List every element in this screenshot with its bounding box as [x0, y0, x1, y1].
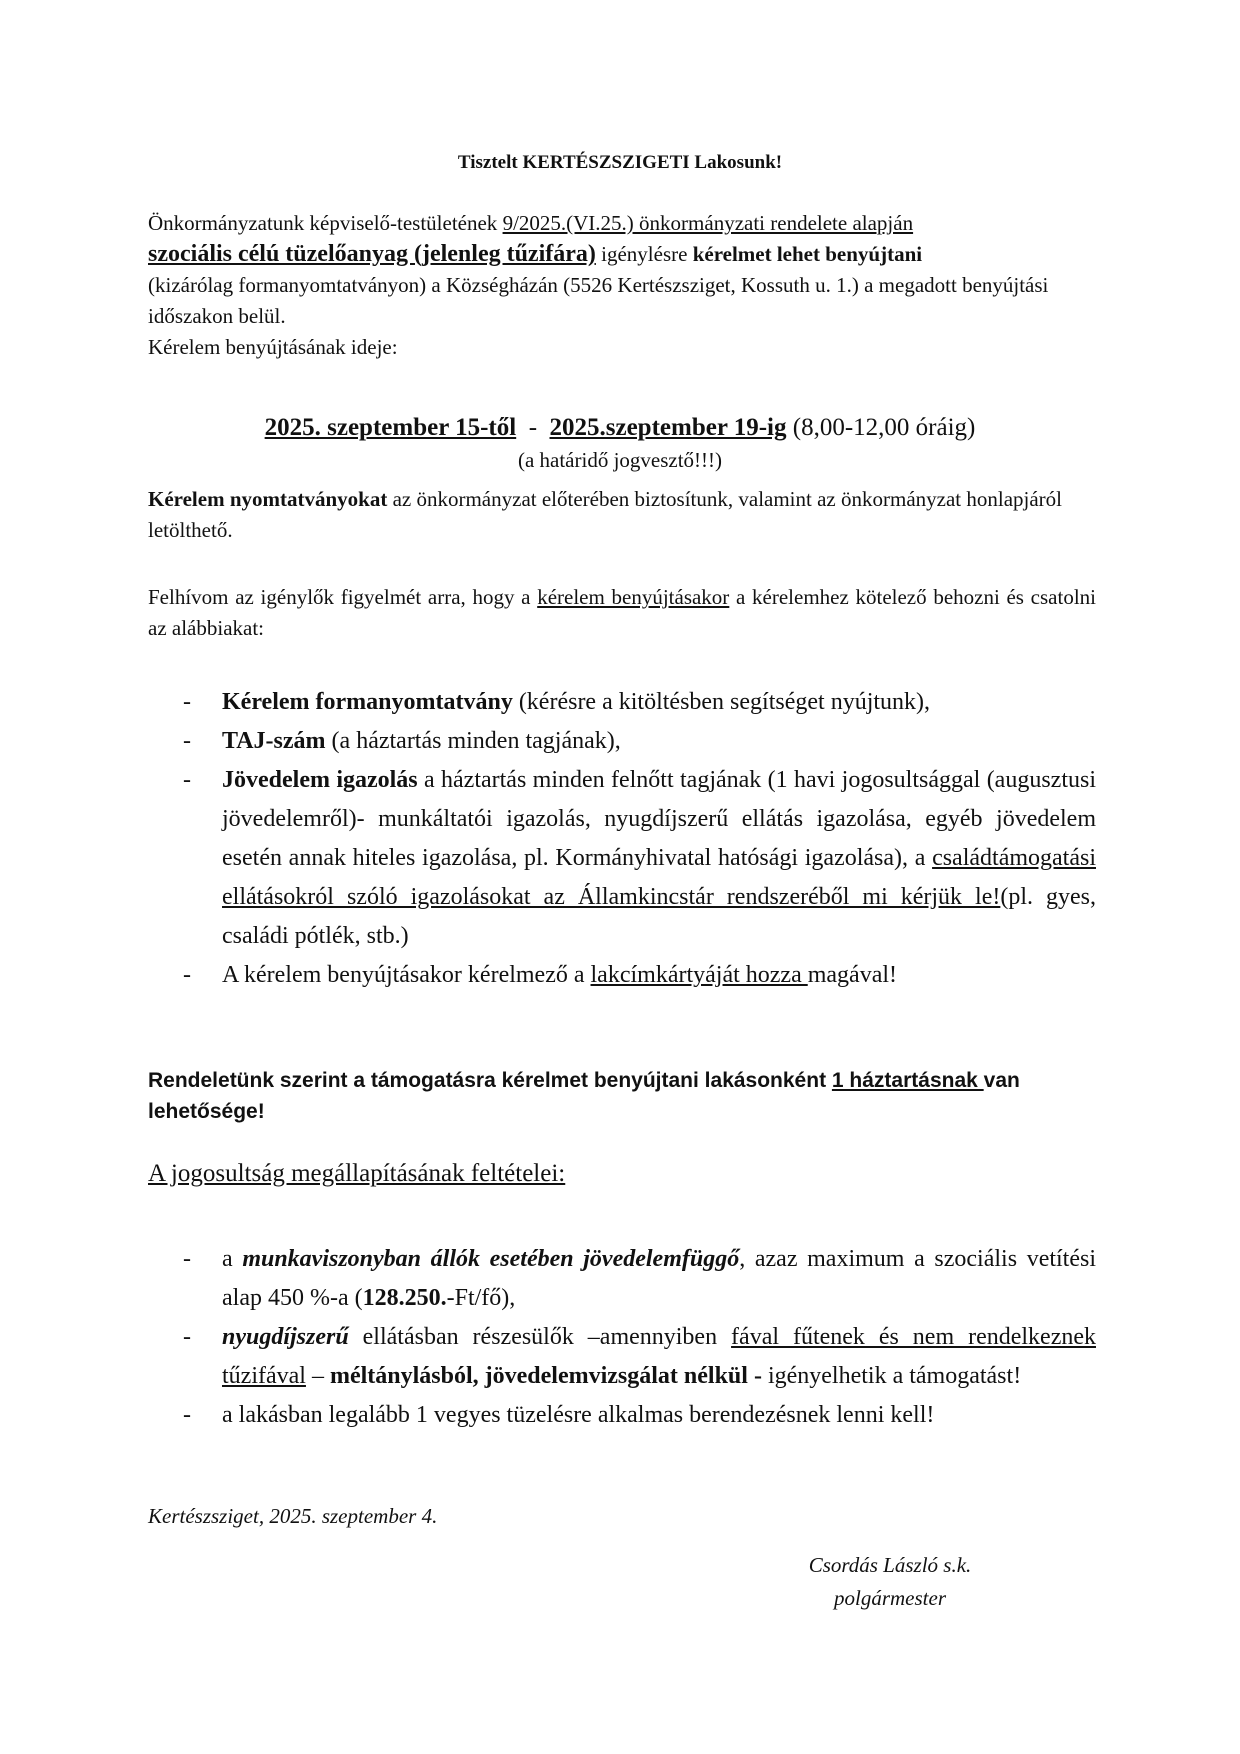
list-item: - Jövedelem igazolás a háztartás minden felnőtt tagjának (1 havi jogosultsággal (augusztusi jövedelemről)- munkáltatói igazolás, nyugdíjszerű ellátás igazolása, egyéb jövedelem esetén annak hiteles igazolása, pl. Kormányhivatal hatósági igazolása), a családtámogatási ellátásokról szóló igazolásokat az Államkincstár rendszeréből mi kérjük le!(pl. gyes, családi pótlék, stb.)	[183, 767, 1097, 949]
signature-block	[740, 1549, 1040, 1615]
period-from: 2025. szeptember 15-től	[264, 414, 517, 441]
letter-title: Tisztelt KERTÉSZSZIGETI Lakosunk!	[457, 152, 783, 173]
period-to: 2025.szeptember 19-ig	[549, 414, 787, 441]
submission-period: 2025. szeptember 15-től - 2025.szeptember 19-ig (8,00-12,00 óráig)	[264, 414, 976, 441]
conditions-list	[148, 1240, 1096, 1435]
place-and-date: Kertészsziget, 2025. szeptember 4.	[148, 1504, 438, 1528]
fuel-type: szociális célú tüzelőanyag (jelenleg tűzifára)	[148, 241, 596, 267]
list-item: - TAJ-szám (a háztartás minden tagjának),	[183, 728, 621, 754]
list-item: - a munkaviszonyban állók esetében jövedelemfüggő, azaz maximum a szociális vetítési alap 450 %-a (128.250.-Ft/fő),	[183, 1246, 1097, 1311]
list-item: - Kérelem formanyomtatvány (kérésre a kitöltésben segítséget nyújtunk),	[183, 689, 931, 715]
conditions-heading: A jogosultság megállapításának feltételei:	[148, 1160, 566, 1187]
intro-line-3: (kizárólag formanyomtatványon) a Községházán (5526 Kertészsziget, Kossuth u. 1.) a megadott benyújtási időszakon belül.	[148, 273, 1049, 328]
intro-line-1: Önkormányzatunk képviselő-testületének 9/2025.(VI.25.) önkormányzati rendelete alapján	[148, 211, 914, 235]
intro-paragraph	[148, 208, 1096, 363]
required-documents-list	[148, 683, 1096, 995]
office-hours: (8,00-12,00 óráig)	[786, 414, 976, 441]
submission-time-label: Kérelem benyújtásának ideje:	[148, 335, 398, 359]
forms-paragraph: Kérelem nyomtatványokat az önkormányzat előterében biztosítunk, valamint az önkormányzat honlapjáról letölthető.	[148, 487, 1063, 542]
decree-reference: 9/2025.(VI.25.) önkormányzati rendelete alapján	[502, 211, 914, 235]
list-item: - A kérelem benyújtásakor kérelmező a lakcímkártyáját hozza magával!	[183, 962, 898, 988]
deadline-note: (a határidő jogvesztő!!!)	[517, 448, 723, 472]
list-item: - a lakásban legalább 1 vegyes tüzelésre alkalmas berendezésnek lenni kell!	[183, 1402, 935, 1428]
signer-name: Csordás László s.k.	[808, 1553, 972, 1577]
household-rule: Rendeletünk szerint a támogatásra kérelmet benyújtani lakásonként 1 háztartásnak van lehetősége!	[148, 1069, 1020, 1123]
list-item: - nyugdíjszerű ellátásban részesülők –amennyiben fával fűtenek és nem rendelkeznek tűzifával – méltánylásból, jövedelemvizsgálat nélkül - igényelhetik a támogatást!	[183, 1324, 1096, 1389]
signer-role: polgármester	[834, 1586, 946, 1610]
notice-paragraph: Felhívom az igénylők figyelmét arra, hogy a kérelem benyújtásakor a kérelemhez kötelező behozni és csatolni az alábbiakat:	[148, 585, 1096, 640]
intro-line-2: szociális célú tüzelőanyag (jelenleg tűzifára) igénylésre kérelmet lehet benyújtani	[148, 241, 923, 267]
